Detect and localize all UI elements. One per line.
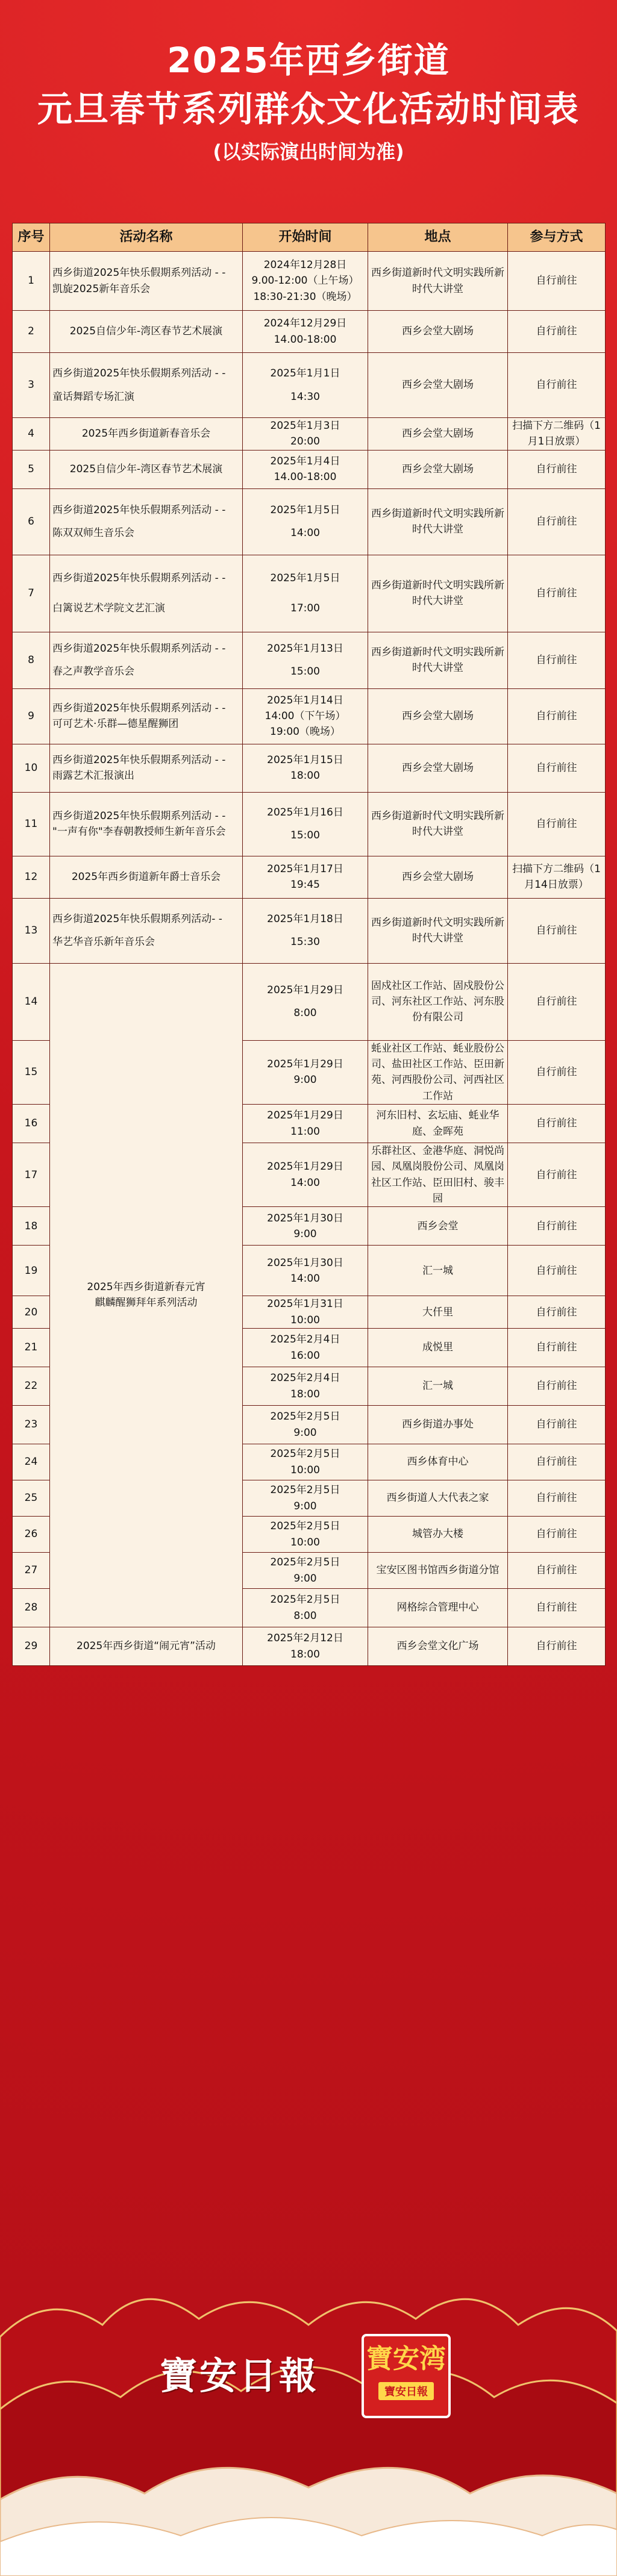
cell-participation: 自行前往	[508, 1589, 606, 1627]
cell-start-time	[243, 688, 368, 744]
cell-no: 4	[13, 418, 50, 451]
start-time-line: 14.00-18:00	[274, 333, 337, 346]
activity-name-line: 2025年西乡街道新春元宵	[87, 1281, 205, 1294]
activity-name-line: 凯旋2025新年音乐会	[52, 282, 151, 295]
line-gap	[245, 382, 365, 389]
cell-participation: 自行前往	[508, 1143, 606, 1207]
cell-place: 西乡街道人大代表之家	[368, 1480, 508, 1517]
poster-header	[0, 36, 617, 170]
start-time-line: 14:30	[290, 390, 320, 403]
cell-place: 大仟里	[368, 1296, 508, 1329]
cell-no: 15	[13, 1040, 50, 1104]
cell-activity-name	[50, 1627, 243, 1666]
table-row	[13, 744, 606, 792]
cell-participation: 扫描下方二维码（1月14日放票）	[508, 856, 606, 898]
start-time-line: 15:00	[290, 666, 320, 678]
line-gap	[245, 998, 365, 1005]
title-line-1: 2025年西乡街道	[167, 40, 450, 81]
cell-no: 16	[13, 1105, 50, 1143]
cell-no: 26	[13, 1517, 50, 1553]
cell-participation: 自行前往	[508, 1480, 606, 1517]
cell-start-time	[243, 1480, 368, 1517]
cell-place: 西乡会堂大剧场	[368, 450, 508, 488]
cell-start-time	[243, 353, 368, 418]
cell-no: 8	[13, 632, 50, 688]
activity-name-line: 春之声教学音乐会	[52, 666, 134, 678]
cell-participation: 自行前往	[508, 898, 606, 963]
start-time-line: 2025年1月16日	[267, 806, 343, 819]
cell-place: 西乡会堂大剧场	[368, 311, 508, 353]
cell-start-time	[243, 744, 368, 792]
activity-name-line: 西乡街道2025年快乐假期系列活动- -	[52, 912, 222, 925]
activity-name-line: 华艺华音乐新年音乐会	[52, 936, 155, 949]
start-time-line: 2025年2月5日	[270, 1556, 340, 1569]
start-time-line: 14:00	[290, 1176, 320, 1189]
baoan-daily-logo: 寶安日報	[160, 2354, 319, 2398]
activity-name-line: 2025年西乡街道新春音乐会	[81, 428, 211, 440]
line-gap	[245, 593, 365, 600]
cell-start-time	[243, 1406, 368, 1444]
cell-participation: 自行前往	[508, 555, 606, 632]
cell-activity-name	[50, 688, 243, 744]
cell-participation: 自行前往	[508, 1367, 606, 1406]
table-row	[13, 418, 606, 451]
cell-participation: 自行前往	[508, 688, 606, 744]
cell-participation: 自行前往	[508, 1627, 606, 1666]
cell-place: 西乡街道新时代文明实践所新时代大讲堂	[368, 252, 508, 311]
cell-participation: 自行前往	[508, 1040, 606, 1104]
cell-start-time	[243, 1040, 368, 1104]
table-row	[13, 353, 606, 418]
activity-name-line: "一声有你"李春朝教授师生新年音乐会	[52, 826, 226, 838]
start-time-line: 2025年2月4日	[270, 1372, 340, 1385]
cell-place: 网格综合管理中心	[368, 1589, 508, 1627]
line-gap	[52, 656, 240, 664]
cell-place: 成悦里	[368, 1329, 508, 1367]
cell-no: 12	[13, 856, 50, 898]
table-row	[13, 488, 606, 555]
cell-start-time	[243, 488, 368, 555]
cell-no: 3	[13, 353, 50, 418]
line-gap	[245, 518, 365, 525]
start-time-line: 9:00	[293, 1426, 317, 1439]
cell-place: 西乡会堂大剧场	[368, 744, 508, 792]
start-time-line: 14:00	[290, 1272, 320, 1285]
schedule-table-wrapper	[12, 223, 605, 1666]
cell-participation: 自行前往	[508, 252, 606, 311]
start-time-line: 2025年1月3日	[270, 420, 340, 432]
table-header-row	[13, 223, 606, 252]
cell-place: 河东旧村、玄坛庙、蚝业华庭、金晖苑	[368, 1105, 508, 1143]
cell-participation: 自行前往	[508, 488, 606, 555]
cell-no: 29	[13, 1627, 50, 1666]
start-time-line: 2025年1月29日	[267, 1161, 343, 1173]
cell-no: 13	[13, 898, 50, 963]
cell-no: 7	[13, 555, 50, 632]
activity-name-line: 麒麟醒狮拜年系列活动	[95, 1297, 198, 1309]
start-time-line: 2025年1月30日	[267, 1212, 343, 1224]
cell-no: 22	[13, 1367, 50, 1406]
start-time-line: 20:00	[290, 435, 320, 448]
line-gap	[245, 927, 365, 934]
cell-place: 西乡街道新时代文明实践所新时代大讲堂	[368, 898, 508, 963]
start-time-line: 2025年1月29日	[267, 984, 343, 996]
activity-name-line: 西乡街道2025年快乐假期系列活动 - -	[52, 753, 226, 766]
cell-participation: 自行前往	[508, 1444, 606, 1480]
line-gap	[52, 593, 240, 600]
cell-place: 西乡会堂大剧场	[368, 688, 508, 744]
cell-place: 西乡会堂	[368, 1207, 508, 1246]
line-gap	[245, 586, 365, 593]
activity-name-line: 白篱说艺术学院文艺汇演	[52, 602, 165, 615]
subtitle: (以实际演出时间为准)	[213, 140, 404, 163]
start-time-line: 2025年1月5日	[270, 572, 340, 584]
table-row	[13, 963, 606, 1040]
start-time-line: 9.00-12:00（上午场）	[251, 275, 359, 287]
table-row	[13, 898, 606, 963]
start-time-line: 2025年2月5日	[270, 1448, 340, 1461]
start-time-line: 2025年2月5日	[270, 1520, 340, 1533]
activity-name-line: 西乡街道2025年快乐假期系列活动 - -	[52, 642, 226, 655]
start-time-line: 2024年12月28日	[263, 258, 347, 271]
cell-no: 20	[13, 1296, 50, 1329]
line-gap	[52, 518, 240, 525]
cell-participation: 自行前往	[508, 792, 606, 856]
cell-no: 21	[13, 1329, 50, 1367]
cell-no: 14	[13, 963, 50, 1040]
cell-participation: 自行前往	[508, 1406, 606, 1444]
start-time-line: 2025年1月17日	[267, 862, 343, 875]
start-time-line: 2025年1月29日	[267, 1058, 343, 1071]
start-time-line: 18:00	[290, 1648, 320, 1661]
start-time-line: 18:00	[290, 770, 320, 782]
table-row	[13, 252, 606, 311]
start-time-line: 2025年2月5日	[270, 1411, 340, 1423]
cell-participation: 自行前往	[508, 1553, 606, 1589]
activity-name-line: 童话舞蹈专场汇演	[52, 390, 134, 403]
cell-participation: 扫描下方二维码（1月1日放票）	[508, 418, 606, 451]
activity-name-line: 2025年西乡街道“闹元宵”活动	[77, 1640, 216, 1653]
start-time-line: 2025年1月1日	[270, 367, 340, 380]
cell-activity-name	[50, 744, 243, 792]
start-time-line: 16:00	[290, 1349, 320, 1362]
cell-place: 宝安区图书馆西乡街道分馆	[368, 1553, 508, 1589]
cell-start-time	[243, 311, 368, 353]
header-join: 参与方式	[508, 223, 606, 252]
baoan-bay-logo-text: 寶安湾	[366, 2344, 446, 2374]
cell-start-time	[243, 632, 368, 688]
cell-start-time	[243, 1143, 368, 1207]
activity-name-line: 西乡街道2025年快乐假期系列活动 - -	[52, 809, 226, 822]
activity-name-line: 2025年西乡街道新年爵士音乐会	[71, 871, 221, 884]
table-row	[13, 450, 606, 488]
table-body	[13, 252, 606, 1666]
activity-name-line: 西乡街道2025年快乐假期系列活动 - -	[52, 267, 226, 279]
cell-no: 24	[13, 1444, 50, 1480]
cell-participation: 自行前往	[508, 1517, 606, 1553]
start-time-line: 2025年1月4日	[270, 455, 340, 467]
cell-no: 1	[13, 252, 50, 311]
cell-activity-name	[50, 632, 243, 688]
cell-place: 西乡会堂大剧场	[368, 353, 508, 418]
table-row	[13, 688, 606, 744]
cell-participation: 自行前往	[508, 1296, 606, 1329]
cell-start-time	[243, 856, 368, 898]
table-row	[13, 856, 606, 898]
line-gap	[245, 820, 365, 828]
cell-start-time	[243, 1207, 368, 1246]
start-time-line: 14:00	[290, 527, 320, 540]
header-name: 活动名称	[50, 223, 243, 252]
start-time-line: 10:00	[290, 1536, 320, 1548]
cell-place: 西乡街道新时代文明实践所新时代大讲堂	[368, 792, 508, 856]
cell-start-time	[243, 1246, 368, 1296]
cell-place: 西乡会堂文化广场	[368, 1627, 508, 1666]
cell-activity-name	[50, 418, 243, 451]
cell-place: 城管办大楼	[368, 1517, 508, 1553]
start-time-line: 9:00	[293, 1500, 317, 1512]
start-time-line: 19:45	[290, 879, 320, 891]
header-place: 地点	[368, 223, 508, 252]
cell-activity-name	[50, 311, 243, 353]
cell-place: 汇一城	[368, 1246, 508, 1296]
cell-activity-name	[50, 353, 243, 418]
cell-no: 9	[13, 688, 50, 744]
start-time-line: 2025年1月30日	[267, 1256, 343, 1269]
cell-place: 固戍社区工作站、固戍股份公司、河东社区工作站、河东股份有限公司	[368, 963, 508, 1040]
table-row	[13, 792, 606, 856]
start-time-line: 2025年1月13日	[267, 642, 343, 655]
cell-place: 西乡体育中心	[368, 1444, 508, 1480]
cell-no: 5	[13, 450, 50, 488]
start-time-line: 2025年1月14日	[267, 694, 343, 706]
line-gap	[52, 586, 240, 593]
cell-place: 西乡街道新时代文明实践所新时代大讲堂	[368, 488, 508, 555]
cell-start-time	[243, 1589, 368, 1627]
cell-start-time	[243, 1296, 368, 1329]
cell-start-time	[243, 450, 368, 488]
cell-place: 西乡会堂大剧场	[368, 418, 508, 451]
cell-no: 28	[13, 1589, 50, 1627]
cell-participation: 自行前往	[508, 311, 606, 353]
start-time-line: 2025年2月12日	[267, 1632, 343, 1645]
start-time-line: 11:00	[290, 1125, 320, 1138]
line-gap	[52, 927, 240, 934]
cell-place: 乐群社区、金港华庭、洞悦尚园、凤凰岗股份公司、凤凰岗社区工作站、臣田旧村、骏丰园	[368, 1143, 508, 1207]
table-row	[13, 632, 606, 688]
cell-start-time	[243, 792, 368, 856]
start-time-line: 8:00	[293, 1609, 317, 1622]
cell-no: 19	[13, 1246, 50, 1296]
start-time-line: 10:00	[290, 1464, 320, 1476]
start-time-line: 2025年2月5日	[270, 1594, 340, 1606]
cell-no: 11	[13, 792, 50, 856]
start-time-line: 15:00	[290, 829, 320, 842]
cell-no: 18	[13, 1207, 50, 1246]
cell-activity-name	[50, 555, 243, 632]
cell-place: 蚝业社区工作站、蚝业股份公司、盐田社区工作站、臣田新苑、河西股份公司、河西社区工作站	[368, 1040, 508, 1104]
cell-place: 西乡街道办事处	[368, 1406, 508, 1444]
start-time-line: 2025年1月5日	[270, 504, 340, 516]
start-time-line: 10:00	[290, 1314, 320, 1326]
cell-start-time	[243, 1105, 368, 1143]
activity-name-line: 可可艺术·乐群—德星醒狮团	[52, 718, 179, 731]
activity-name-line: 西乡街道2025年快乐假期系列活动 - -	[52, 504, 226, 516]
activity-name-line: 西乡街道2025年快乐假期系列活动 - -	[52, 702, 226, 714]
activity-name-line: 2025自信少年-湾区春节艺术展演	[69, 463, 223, 476]
start-time-line: 2025年2月4日	[270, 1333, 340, 1346]
cell-activity-name-merged	[50, 963, 243, 1627]
cell-participation: 自行前往	[508, 1207, 606, 1246]
baoan-bay-logo	[362, 2334, 451, 2418]
cell-activity-name	[50, 252, 243, 311]
cell-participation: 自行前往	[508, 1329, 606, 1367]
cell-place: 西乡街道新时代文明实践所新时代大讲堂	[368, 555, 508, 632]
line-gap	[245, 656, 365, 664]
cell-activity-name	[50, 856, 243, 898]
start-time-line: 18:30-21:30（晚场）	[253, 290, 357, 303]
cell-start-time	[243, 1517, 368, 1553]
start-time-line: 2025年1月18日	[267, 912, 343, 925]
activity-name-line: 2025自信少年-湾区春节艺术展演	[69, 325, 223, 338]
table-row	[13, 311, 606, 353]
cell-activity-name	[50, 488, 243, 555]
cell-start-time	[243, 1553, 368, 1589]
cell-activity-name	[50, 450, 243, 488]
cell-start-time	[243, 555, 368, 632]
header-time: 开始时间	[243, 223, 368, 252]
start-time-line: 9:00	[293, 1227, 317, 1240]
start-time-line: 2025年1月31日	[267, 1298, 343, 1311]
cell-no: 27	[13, 1553, 50, 1589]
start-time-line: 2025年1月15日	[267, 753, 343, 766]
cell-participation: 自行前往	[508, 450, 606, 488]
cell-activity-name	[50, 898, 243, 963]
activity-name-line: 雨露艺术汇报演出	[52, 770, 134, 782]
activity-name-line: 西乡街道2025年快乐假期系列活动 - -	[52, 367, 226, 380]
cell-no: 6	[13, 488, 50, 555]
cell-place: 汇一城	[368, 1367, 508, 1406]
cell-participation: 自行前往	[508, 1246, 606, 1296]
start-time-line: 8:00	[293, 1007, 317, 1020]
title-line-2: 元旦春节系列群众文化活动时间表	[37, 89, 580, 129]
start-time-line: 2025年1月29日	[267, 1109, 343, 1122]
cell-no: 17	[13, 1143, 50, 1207]
start-time-line: 17:00	[290, 602, 320, 615]
line-gap	[52, 382, 240, 389]
cell-start-time	[243, 1444, 368, 1480]
cell-no: 23	[13, 1406, 50, 1444]
activity-name-line: 陈双双师生音乐会	[52, 527, 134, 540]
start-time-line: 15:30	[290, 936, 320, 949]
cell-place: 西乡街道新时代文明实践所新时代大讲堂	[368, 632, 508, 688]
cell-start-time	[243, 963, 368, 1040]
start-time-line: 14:00（下午场）	[265, 710, 346, 723]
cell-activity-name	[50, 792, 243, 856]
schedule-table	[12, 223, 606, 1666]
start-time-line: 9:00	[293, 1074, 317, 1087]
cell-no: 2	[13, 311, 50, 353]
header-no: 序号	[13, 223, 50, 252]
baoan-bay-logo-subtext: 寶安日報	[378, 2382, 434, 2400]
cell-start-time	[243, 1627, 368, 1666]
cell-place: 西乡会堂大剧场	[368, 856, 508, 898]
cell-no: 10	[13, 744, 50, 792]
cell-participation: 自行前往	[508, 353, 606, 418]
cell-participation: 自行前往	[508, 1105, 606, 1143]
table-row	[13, 1627, 606, 1666]
table-row	[13, 555, 606, 632]
activity-name-line: 西乡街道2025年快乐假期系列活动 - -	[52, 572, 226, 584]
cell-start-time	[243, 898, 368, 963]
cell-start-time	[243, 1329, 368, 1367]
cell-start-time	[243, 1367, 368, 1406]
start-time-line: 18:00	[290, 1388, 320, 1400]
start-time-line: 2024年12月29日	[263, 317, 347, 330]
cell-no: 25	[13, 1480, 50, 1517]
cell-participation: 自行前往	[508, 632, 606, 688]
cell-participation: 自行前往	[508, 744, 606, 792]
start-time-line: 2025年2月5日	[270, 1484, 340, 1497]
cell-participation: 自行前往	[508, 963, 606, 1040]
start-time-line: 19:00（晚场）	[270, 726, 340, 738]
start-time-line: 14.00-18:00	[274, 471, 337, 484]
cell-start-time	[243, 252, 368, 311]
start-time-line: 9:00	[293, 1572, 317, 1585]
cell-start-time	[243, 418, 368, 451]
